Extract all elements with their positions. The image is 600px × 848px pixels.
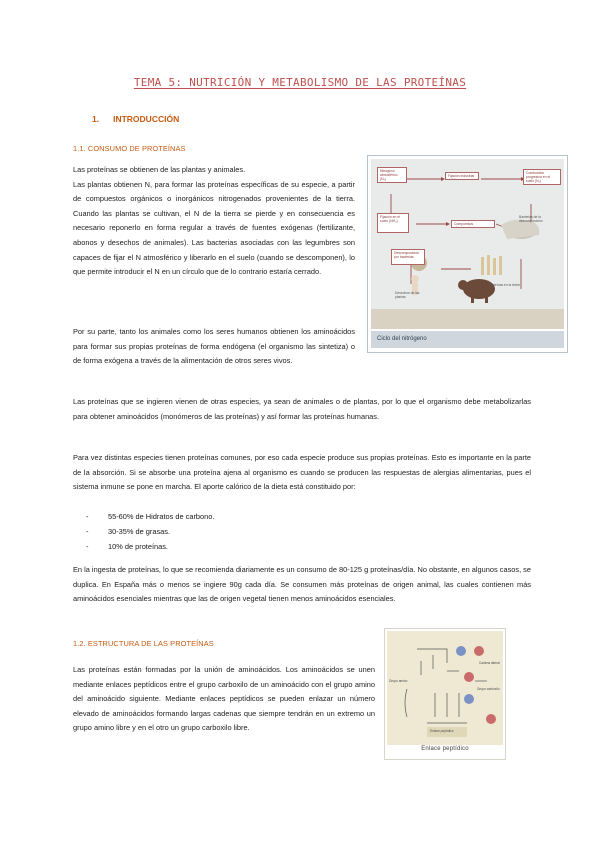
nitrogen-label: Bacterias de la descomposición: [519, 215, 543, 223]
nitrogen-label: Desechos de las plantas: [395, 291, 420, 299]
paragraph-plants: [73, 163, 355, 280]
list-item: [86, 539, 214, 554]
peptide-label: Grupo carboxilo: [477, 687, 500, 691]
list-item-text: 55-60% de Hidratos de carbono.: [108, 512, 215, 521]
nitrogen-label: Proteínas en la leche: [489, 283, 520, 287]
list-item: [86, 509, 214, 524]
nitrogen-box: Compuestos nitrogenados: [451, 220, 495, 228]
nitrogen-box: Combustión progresiva en el suelo (N₂): [523, 169, 561, 185]
nitrogen-box: Nitrógeno atmosférico (N₂): [377, 167, 407, 183]
paragraph-plants-body: Las plantas obtienen N, para formar las proteínas específicas de su especie, a partir de compuestos orgánicos o inorgánicos nitrogenados provenientes de la tierra. Cuando las plantas se cultivan, el N de la tierra se pierde y en consecuencia es necesario reponerlo en forma regular a través de fuentes exógenas (fertilizante, abonos y desechos de animales). Las bacterias asociadas con las legumbres son capaces de fijar el N atmosférico y liberarlo en el suelo (cuando se descomponen), lo que permite introducir el N en un círculo que de lo contrario estaría cerrado.: [73, 179, 355, 277]
nitrogen-box: Fijación en el suelo (NH₃): [377, 213, 409, 233]
page-title: TEMA 5: NUTRICIÓN Y METABOLISMO DE LAS PROTEÍNAS: [133, 76, 467, 89]
list-item-text: 10% de proteínas.: [108, 542, 168, 551]
list-dash: -: [86, 512, 89, 521]
section-title: INTRODUCCIÓN: [113, 114, 180, 124]
peptide-bond-figure: [384, 628, 506, 760]
list-dash: -: [86, 542, 89, 551]
paragraph-structure: Las proteínas están formadas por la unión de aminoácidos. Los aminoácidos se unen mediante enlaces peptídicos entre el grupo carboxilo de un aminoácido con el grupo amino del aminoácido siguiente. Mediante enlaces peptídicos se pueden enlazar un número elevado de aminoácidos formando largas cadenas que siempre tendrán en un extremo un grupo amino libre y en el otro un grupo carboxilo libre.: [73, 665, 375, 733]
caloric-list: [86, 509, 214, 554]
peptide-label: Grupo amino: [389, 679, 408, 683]
peptide-bond-illustration: [387, 631, 503, 745]
list-item: [86, 524, 214, 539]
paragraph-intake: En la ingesta de proteínas, lo que se recomienda diariamente es un consumo de 80-125 g proteínas/día. No obstante, en algunos casos, se duplica. En España más o menos se ingiere 90g cada día. Se consumen más proteínas de origen animal, las cuales contienen más aminoácidos esenciales mientras que las de origen vegetal tienen menos aminoácidos esenciales.: [73, 565, 531, 604]
paragraph-plants-intro: Las proteínas se obtienen de las plantas y animales.: [73, 165, 246, 174]
section-number: 1.: [92, 114, 100, 124]
nitrogen-cycle-illustration: [371, 159, 564, 329]
list-item-text: 30-35% de grasas.: [108, 527, 171, 536]
figure-caption: Enlace peptídico: [421, 746, 469, 752]
subsection-heading-estructura: 1.2. ESTRUCTURA DE LAS PROTEÍNAS: [73, 639, 214, 648]
section-heading: [92, 114, 179, 124]
nitrogen-cycle-figure: [367, 155, 568, 353]
subsection-heading-consumo: 1.1. CONSUMO DE PROTEÍNAS: [73, 144, 186, 153]
peptide-label: Enlace peptídico: [430, 729, 454, 733]
paragraph-ingestion: Las proteínas que se ingieren vienen de otras especies, ya sean de animales o de plantas, por lo que el organismo debe metabolizarlas para obtener aminoácidos (monómeros de las proteínas) y así formar las proteínas humanas.: [73, 397, 531, 421]
paragraph-species: Para vez distintas especies tienen proteínas comunes, por eso cada especie produce sus propias proteínas. Esto es importante en la parte de la absorción. Si se absorbe una proteína ajena al organismo es cuando se producen las respuestas de alergias alimentarias, pues el sistema inmune se pone en marcha. El aporte calórico de la dieta está constituido por:: [73, 453, 531, 492]
paragraph-animals: Por su parte, tanto los animales como los seres humanos obtienen los aminoácidos para formar sus propias proteínas de forma endógena (el organismo las sintetiza) o de forma exógena a través de la alimentación de otros seres vivos.: [73, 327, 355, 366]
figure-caption: Ciclo del nitrógeno: [371, 331, 564, 348]
nitrogen-box: Fijación industrial del N: [445, 172, 479, 180]
list-dash: -: [86, 527, 89, 536]
peptide-label: Cadena lateral: [479, 661, 500, 665]
nitrogen-box: Descomposición por bacterias: [391, 249, 425, 265]
